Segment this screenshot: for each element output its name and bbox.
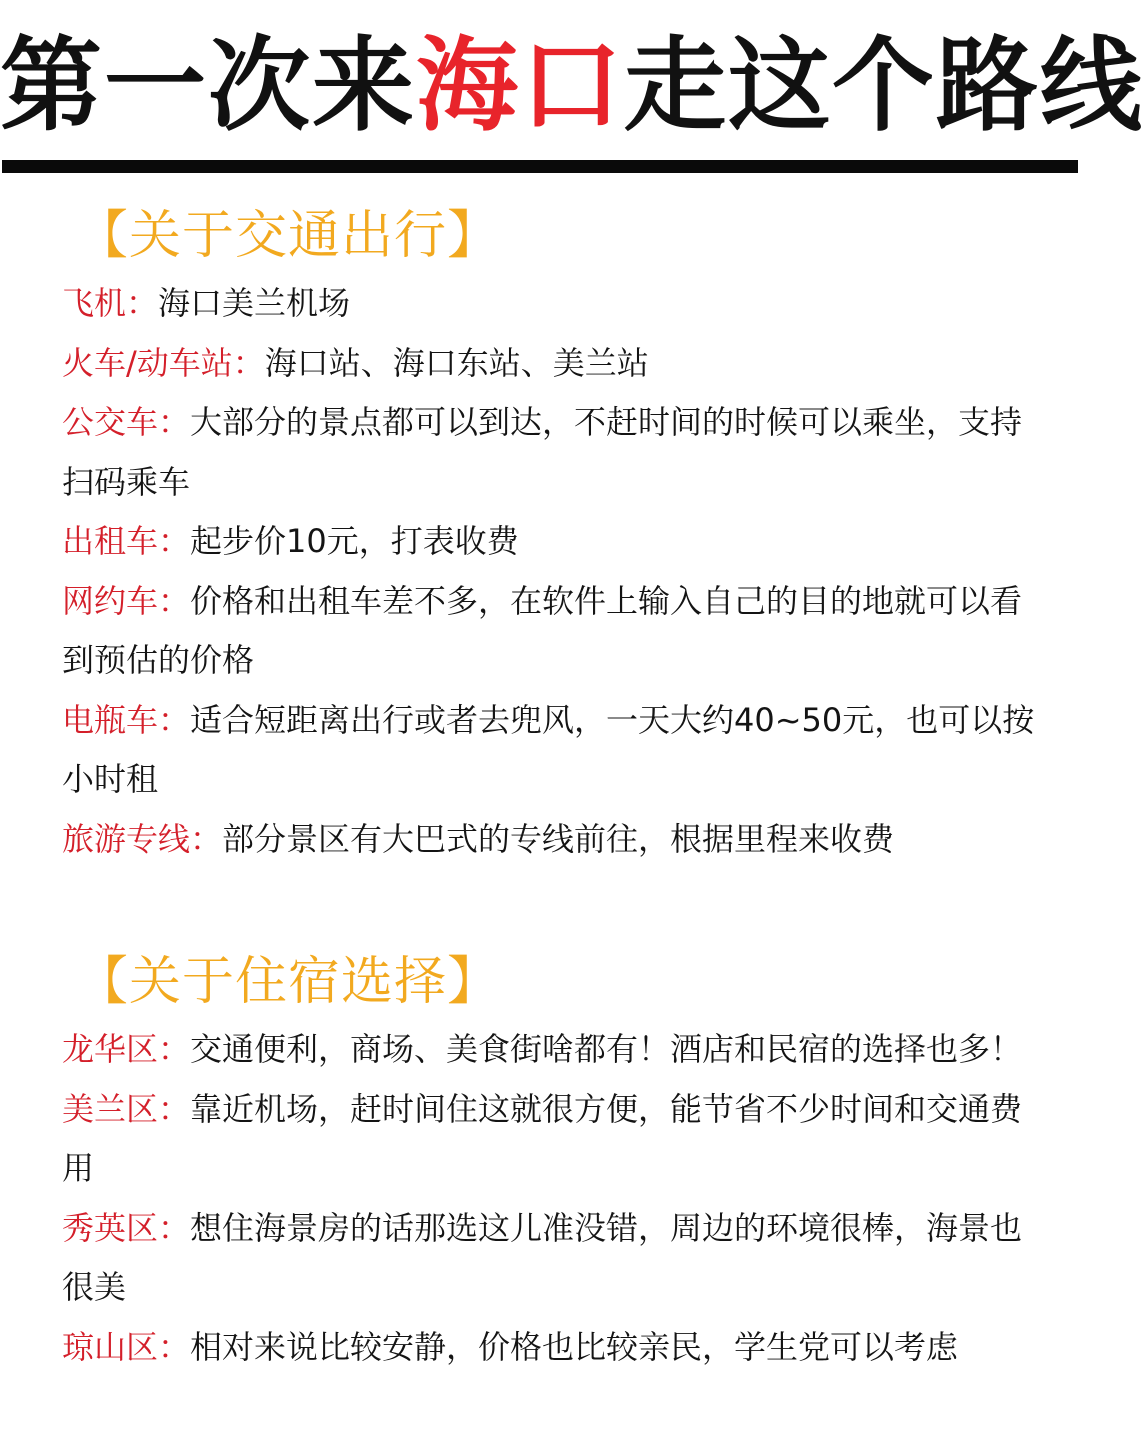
- transport-item-tour-line: [62, 810, 1052, 870]
- item-text: 海口站、海口东站、美兰站: [264, 343, 649, 382]
- item-label: 秀英区：: [62, 1208, 191, 1247]
- transport-item-airplane: [62, 274, 1052, 334]
- transport-item-train: [62, 334, 1052, 394]
- section-heading-lodging: 【关于住宿选择】: [76, 952, 501, 1012]
- lodging-item-qiongshan: [62, 1318, 1052, 1378]
- item-text: 价格和出租车差不多，在软件上输入自己的目的地就可以看到预估的价格: [62, 581, 1023, 679]
- title-before: 第一次来: [0, 27, 416, 146]
- section-transport: [62, 198, 1052, 869]
- transport-item-taxi: [62, 512, 1052, 572]
- transport-item-e-bike: [62, 691, 1052, 810]
- lodging-item-xiuying: [62, 1199, 1052, 1318]
- item-text: 部分景区有大巴式的专线前往，根据里程来收费: [222, 819, 895, 858]
- item-label: 出租车：: [62, 522, 191, 560]
- item-label: 龙华区：: [62, 1030, 191, 1068]
- item-label: 飞机：: [62, 284, 159, 322]
- item-text: 海口美兰机场: [158, 284, 351, 322]
- item-text: 相对来说比较安静，价格也比较亲民，学生党可以考虑: [190, 1327, 959, 1366]
- transport-item-ride-hailing: [62, 572, 1052, 691]
- title-after: 走这个路线: [624, 27, 1144, 146]
- item-label: 美兰区：: [62, 1089, 191, 1128]
- item-label: 火车/动车站：: [62, 343, 265, 382]
- title-divider: [2, 160, 1078, 173]
- item-text: 适合短距离出行或者去兜风，一天大约40~50元，也可以按小时租: [62, 700, 1035, 798]
- section-heading-transport: 【关于交通出行】: [76, 206, 501, 266]
- item-label: 网约车：: [62, 581, 191, 620]
- item-text: 交通便利，商场、美食街啥都有！酒店和民宿的选择也多！: [190, 1030, 1023, 1068]
- item-label: 旅游专线：: [62, 819, 223, 858]
- lodging-item-longhua: [62, 1020, 1052, 1080]
- transport-item-bus: [62, 393, 1052, 512]
- item-text: 大部分的景点都可以到达，不赶时间的时候可以乘坐，支持扫码乘车: [62, 403, 1023, 501]
- item-label: 琼山区：: [62, 1327, 191, 1366]
- page-title: [0, 22, 1144, 152]
- item-text: 想住海景房的话那选这儿准没错，周边的环境很棒，海景也很美: [62, 1208, 1023, 1306]
- section-lodging: [62, 944, 1052, 1377]
- lodging-item-meilan: [62, 1080, 1052, 1199]
- item-label: 电瓶车：: [62, 700, 191, 739]
- item-text: 靠近机场，赶时间住这就很方便，能节省不少时间和交通费用: [62, 1089, 1023, 1187]
- item-label: 公交车：: [62, 403, 191, 441]
- title-highlight: 海口: [416, 27, 624, 146]
- item-text: 起步价10元，打表收费: [190, 522, 519, 560]
